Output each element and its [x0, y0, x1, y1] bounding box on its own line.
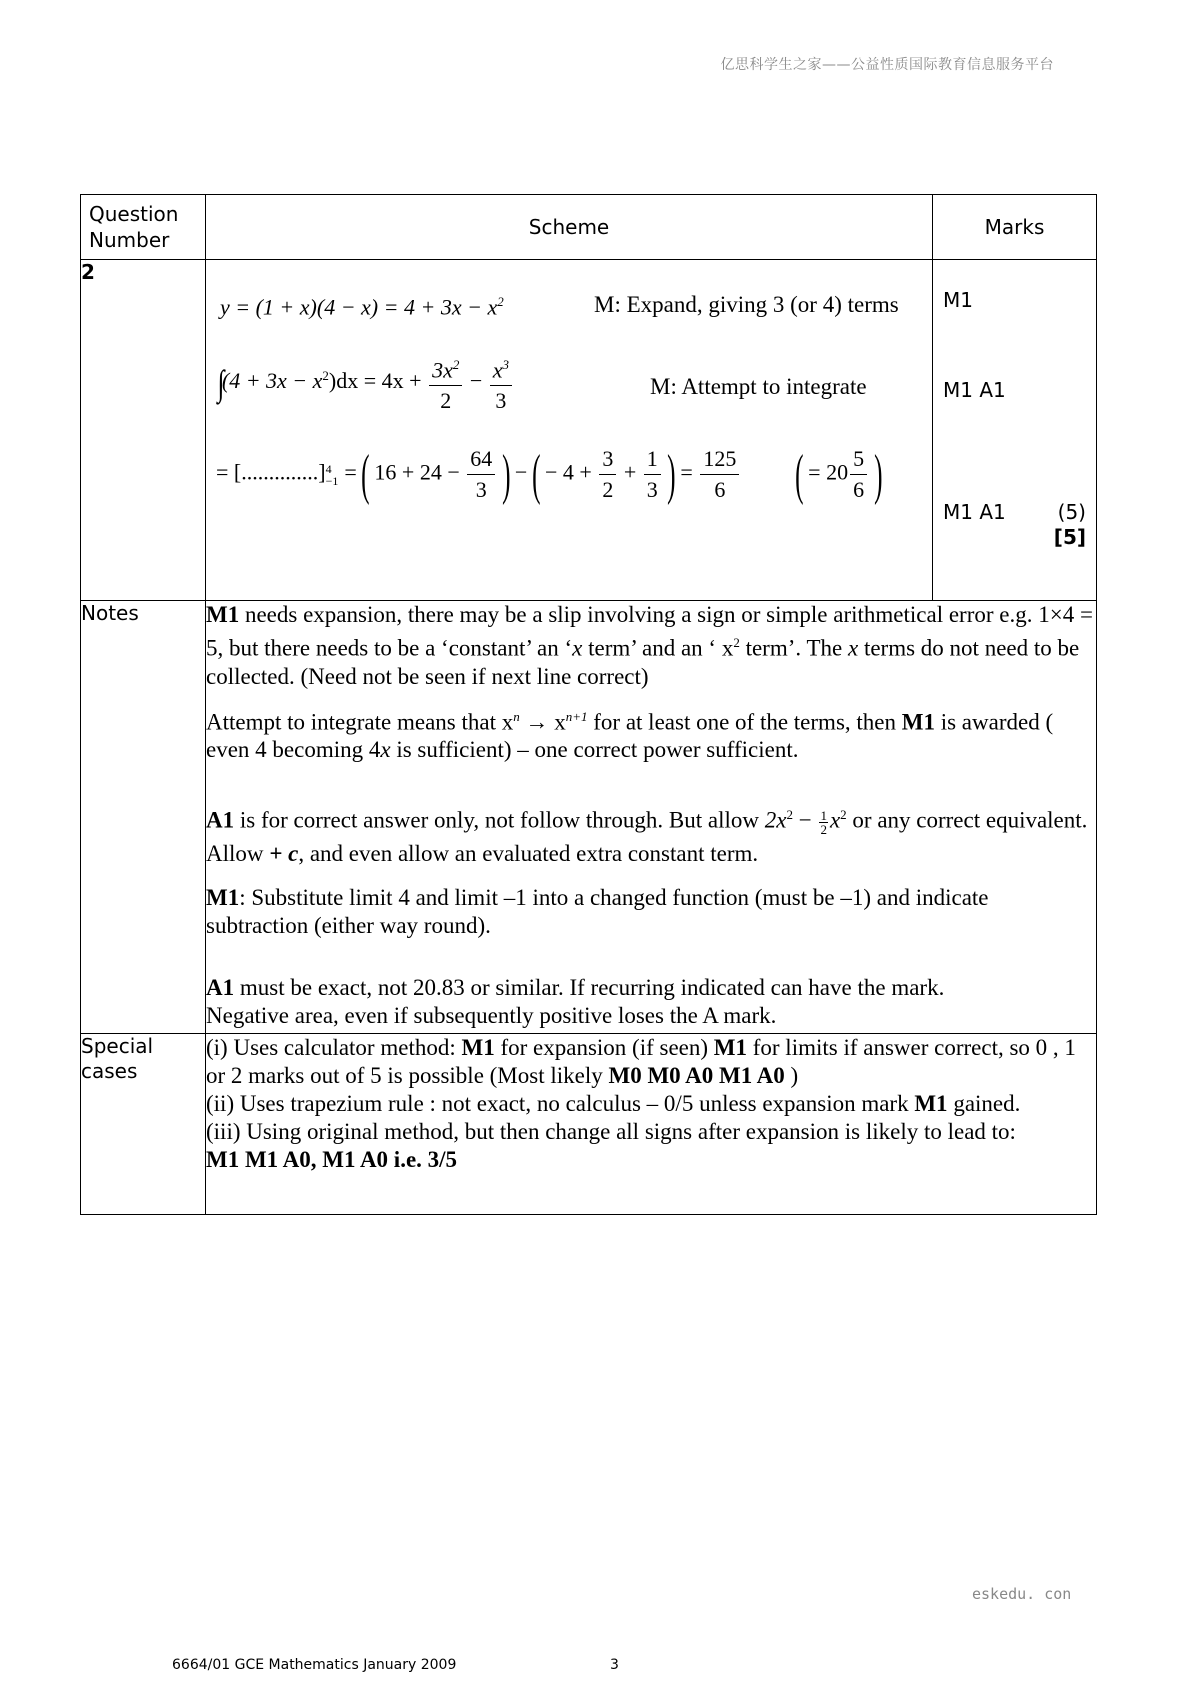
special-cases-row [81, 1034, 1097, 1215]
mark-evaluation: M1 A1 [943, 500, 1006, 524]
question-row [81, 260, 1097, 601]
alternative-answer: ( = 20 $\frac{5}{6}$ ) [795, 443, 883, 506]
note-integration: Attempt to integrate means that $x^n \to x^{n+1}$ for at least one of the terms, then M1 is awarded ( even 4 becoming 4x is sufficient) – one correct power sufficient. [206, 708, 1054, 763]
frac-5-over-6: $\frac{5}{6}$ [850, 444, 867, 505]
mark-scheme-table [80, 194, 1097, 1215]
question-number: 2 [81, 260, 206, 601]
header-question-number: Question Number [81, 195, 206, 260]
footer-title: 6664/01 GCE Mathematics January 2009 [172, 1657, 457, 1673]
integration-equation: $\int(4 + 3x - x^2)dx = 4x$ + $\frac{3x^2}{2}$ − $\frac{x^3}{3}$ [216, 350, 514, 416]
frac-125-over-6: $\frac{125}{6}$ [700, 444, 739, 505]
mark-expansion: M1 [943, 288, 973, 312]
header-marks: Marks [933, 195, 1097, 260]
scheme-cell [206, 260, 933, 601]
table-header-row [81, 195, 1097, 260]
frac-64-over-3: $\frac{64}{3}$ [467, 444, 495, 505]
mark-integration: M1 A1 [943, 378, 1006, 402]
note-limits: M1: Substitute limit 4 and limit –1 into a changed function (must be –1) and indicate subtraction (either way round). [206, 884, 989, 938]
special-case-trapezium: (ii) Uses trapezium rule : not exact, no calculus – 0/5 unless expansion mark M1 gained. [206, 1091, 1021, 1116]
page-number: 3 [610, 1657, 619, 1673]
integration-hint: M: Attempt to integrate [650, 374, 867, 399]
note-expansion: M1 needs expansion, there may be a slip involving a sign or simple arithmetical error e.g. 1×4 = 5, but there needs to be a ‘constant’ an ‘x term’ and an ‘ $x^2$ term’. The x terms do not need to be collected. (Need not be seen if next line correct) [206, 602, 1093, 689]
special-cases-cell [206, 1034, 1097, 1215]
note-accuracy-integration: A1 is for correct answer only, not follow through. But allow $2x^2$ − $\frac{1}{2}$ $x^2$ or any correct equivalent. Allow + c, and even allow an evaluated extra constant term. [206, 807, 1088, 866]
limits: 4 −1 [325, 461, 339, 488]
frac-3-over-2: $\frac{3}{2}$ [599, 444, 616, 505]
expansion-text: y = (1 + x)(4 − x) = 4 + 3x − x [220, 294, 498, 320]
marks-cell [933, 260, 1097, 601]
expansion-hint: M: Expand, giving 3 (or 4) terms [594, 292, 899, 317]
frac-one-half: $\frac{1}{2}$ [820, 808, 827, 838]
notes-cell [206, 601, 1097, 1034]
special-case-calculator: (i) Uses calculator method: M1 for expansion (if seen) M1 for limits if answer correct, so 0 , 1 or 2 marks out of 5 is possible (Most likely M0 M0 A0 M1 A0 ) [206, 1035, 1076, 1088]
notes-label: Notes [81, 601, 206, 1034]
header-scheme: Scheme [206, 195, 933, 260]
frac-1-over-3: $\frac{1}{3}$ [644, 444, 661, 505]
evaluation-equation: = [..............] 4 −1 = ( 16 + 24 − $\frac{64}{3}$ ) − ( − 4 + $\frac{3}{2}$ + $\frac{1}{3}$ ) = $\frac{125}{6}$ [216, 444, 741, 505]
header-note: 亿思科学生之家——公益性质国际教育信息服务平台 [720, 57, 1054, 73]
expansion-equation: $y = (1 + x)(4 - x) = 4 + 3x - x^2$ [220, 294, 504, 320]
special-cases-label: Special cases [81, 1034, 206, 1215]
mark-total: [5] [1053, 525, 1086, 549]
frac-3x2-over-2: $\frac{3x^2}{2}$ [429, 350, 462, 416]
mark-subtotal: (5) [1057, 500, 1086, 524]
notes-row [81, 601, 1097, 1034]
special-case-sign-change: (iii) Using original method, but then change all signs after expansion is likely to lead to: M1 M1 A0, M1 A0 i.e. 3/5 [206, 1119, 1016, 1172]
watermark: eskedu. con [972, 1585, 1072, 1603]
frac-x3-over-3: $\frac{x^3}{3}$ [490, 350, 512, 416]
note-exact-answer: A1 must be exact, not 20.83 or similar. If recurring indicated can have the mark. Negative area, even if subsequently positive loses the A mark. [206, 974, 945, 1028]
